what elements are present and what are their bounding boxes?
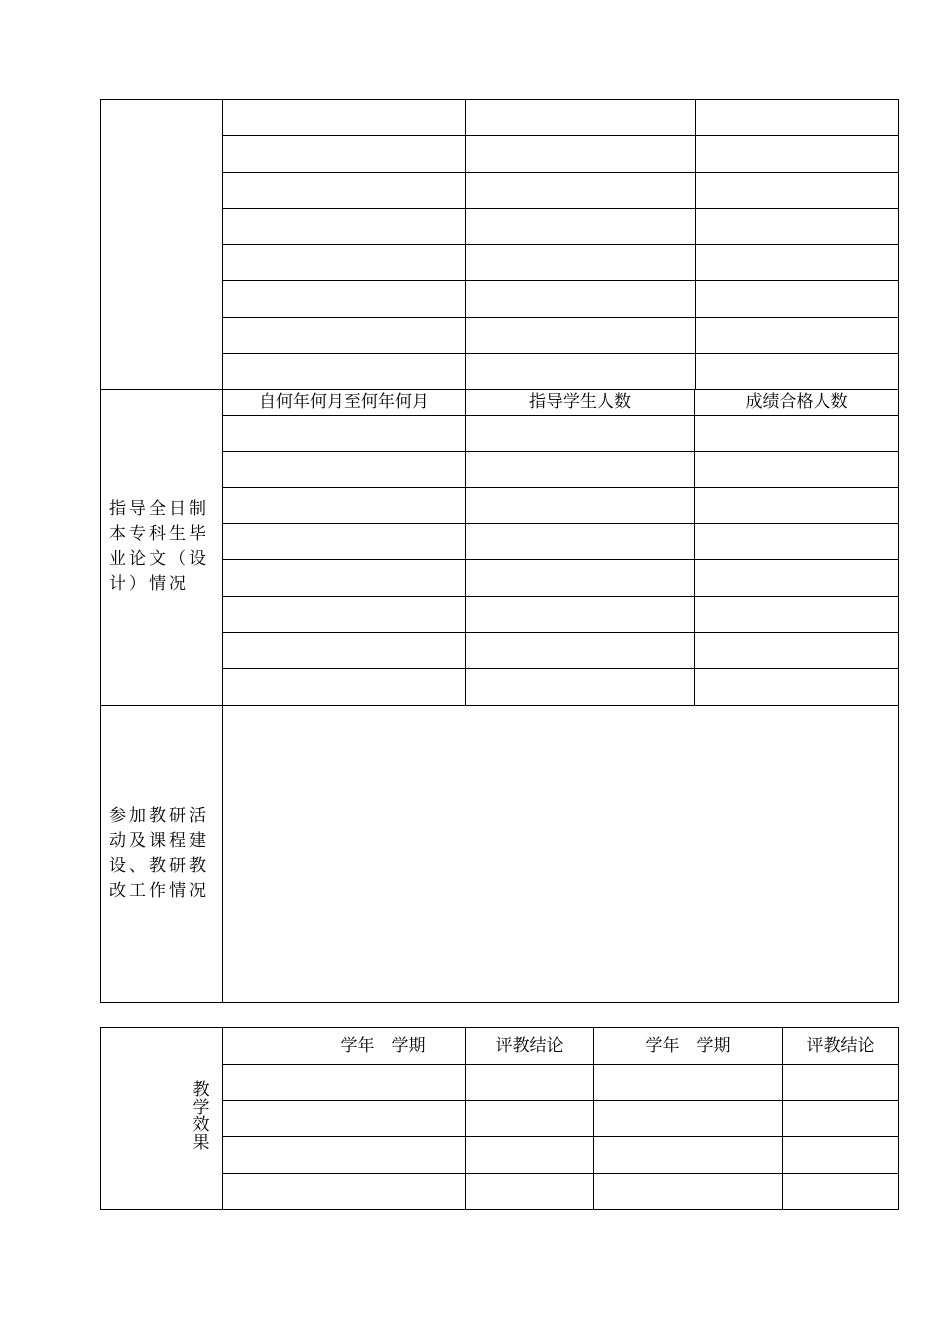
thesis-supervision-label: 指导全日制本专科生毕业论文（设计）情况 (109, 499, 209, 594)
header-student-count: 指导学生人数 (529, 392, 631, 412)
header-year-term-1: 学年 学期 (340, 1036, 426, 1056)
header-period: 自何年何月至何年何月 (259, 392, 429, 412)
header-evaluation-2: 评教结论 (806, 1036, 875, 1056)
header-passed-count: 成绩合格人数 (745, 392, 848, 412)
header-evaluation-1: 评教结论 (495, 1036, 564, 1056)
teaching-research-label: 参加教研活动及课程建设、教研教改工作情况 (109, 806, 209, 901)
teaching-effect-label: 教学效果 (192, 1080, 210, 1153)
header-year-term-2: 学年 学期 (645, 1036, 731, 1056)
